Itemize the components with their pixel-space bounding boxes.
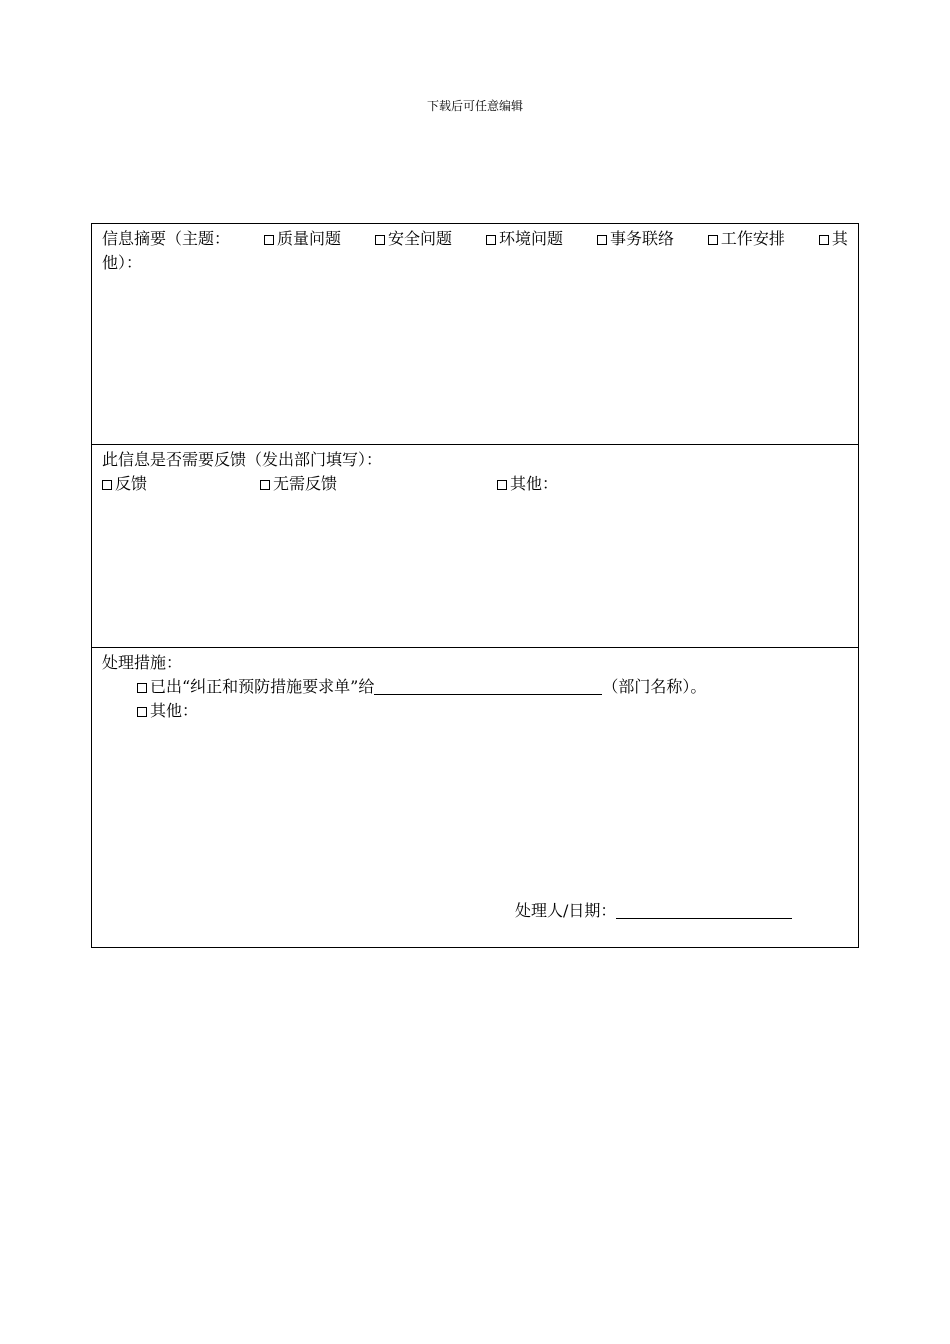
topic-safety[interactable]: 安全问题: [375, 227, 452, 251]
summary-topics-line: [102, 227, 848, 251]
info-form: [91, 223, 859, 948]
action-item-other: [102, 699, 848, 723]
checkbox-icon[interactable]: [260, 480, 270, 490]
action-item-other-text: 其他：: [150, 701, 199, 720]
signature-label: 处理人/日期：: [515, 901, 617, 920]
feedback-option-yes[interactable]: 反馈: [102, 472, 147, 496]
checkbox-icon[interactable]: [102, 480, 112, 490]
checkbox-icon[interactable]: [137, 707, 147, 717]
topic-other[interactable]: 其: [819, 227, 848, 251]
feedback-section: [92, 445, 858, 648]
topic-affairs[interactable]: 事务联络: [597, 227, 674, 251]
action-item-corrective-suffix: （部门名称）。: [602, 677, 707, 696]
checkbox-icon[interactable]: [264, 235, 274, 245]
checkbox-icon[interactable]: [819, 235, 829, 245]
summary-section: [92, 224, 858, 445]
action-section: [92, 648, 858, 947]
feedback-options: [102, 472, 848, 496]
feedback-option-no[interactable]: 无需反馈: [260, 472, 337, 496]
header-note: 下载后可任意编辑: [426, 99, 523, 113]
topic-work-arrangement[interactable]: 工作安排: [708, 227, 785, 251]
action-item-corrective-text: 已出“纠正和预防措施要求单”给: [150, 677, 375, 696]
topic-environment[interactable]: 环境问题: [486, 227, 563, 251]
action-item-corrective: [102, 675, 848, 699]
checkbox-icon[interactable]: [375, 235, 385, 245]
checkbox-icon[interactable]: [597, 235, 607, 245]
checkbox-icon[interactable]: [708, 235, 718, 245]
signature-date-field[interactable]: [616, 900, 792, 919]
signature-line: [515, 899, 792, 923]
summary-label: 信息摘要（主题：: [102, 229, 231, 248]
department-name-field[interactable]: [374, 676, 602, 695]
feedback-question: 此信息是否需要反馈（发出部门填写）：: [102, 450, 383, 469]
checkbox-icon[interactable]: [486, 235, 496, 245]
topic-quality[interactable]: 质量问题: [264, 227, 341, 251]
action-title: 处理措施：: [102, 653, 183, 672]
summary-label-end: 他）：: [102, 253, 143, 272]
checkbox-icon[interactable]: [137, 683, 147, 693]
checkbox-icon[interactable]: [497, 480, 507, 490]
feedback-option-other[interactable]: 其他：: [497, 472, 558, 496]
